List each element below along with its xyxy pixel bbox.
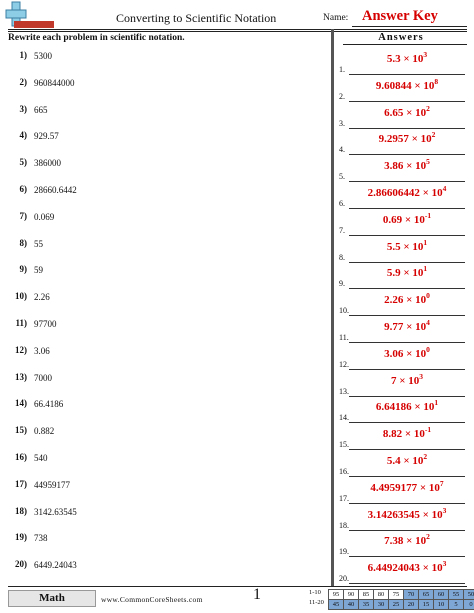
answer-line bbox=[349, 74, 465, 75]
answer-value bbox=[352, 425, 462, 441]
score-cell: 30 bbox=[373, 599, 389, 610]
answer-value bbox=[352, 130, 462, 146]
problem-row bbox=[0, 452, 330, 479]
answer-line bbox=[349, 449, 465, 450]
problem-row bbox=[0, 559, 330, 586]
answer-line bbox=[349, 154, 465, 155]
answer-row bbox=[336, 184, 470, 214]
answer-line bbox=[349, 342, 465, 343]
answer-exponent: 2 bbox=[431, 130, 436, 140]
answer-row bbox=[336, 210, 470, 241]
answer-coefficient: 9.2957 × 10 bbox=[378, 133, 432, 146]
score-cell: 95 bbox=[328, 589, 344, 600]
score-cell: 40 bbox=[343, 599, 359, 610]
problem-value: 6449.24043 bbox=[34, 560, 77, 571]
problem-number: 3) bbox=[19, 103, 27, 114]
answer-number: 13. bbox=[339, 386, 349, 396]
answer-row bbox=[336, 532, 470, 562]
score-cell: 65 bbox=[418, 589, 434, 600]
problem-value: 2.26 bbox=[34, 292, 50, 303]
answer-line bbox=[349, 181, 465, 182]
problem-number: 5) bbox=[19, 157, 27, 168]
problem-number: 20) bbox=[15, 559, 27, 570]
instructions: Rewrite each problem in scientific notation. bbox=[8, 33, 185, 43]
answer-value bbox=[352, 559, 462, 575]
problem-row bbox=[0, 398, 330, 425]
answer-value bbox=[352, 210, 462, 226]
problem-row bbox=[0, 130, 330, 157]
problem-row bbox=[0, 50, 330, 77]
problem-number: 11) bbox=[15, 318, 27, 328]
answer-number: 5. bbox=[339, 172, 345, 182]
answer-value bbox=[352, 318, 462, 333]
answer-exponent: 0 bbox=[426, 344, 430, 354]
problem-value: 44959177 bbox=[34, 479, 70, 490]
page-number: 1 bbox=[253, 586, 261, 603]
answer-number: 18. bbox=[339, 520, 349, 530]
answer-row bbox=[336, 398, 470, 428]
answer-number: 10. bbox=[339, 306, 349, 316]
answer-line bbox=[349, 530, 465, 531]
score-cell: 10 bbox=[433, 599, 449, 610]
problem-number: 15) bbox=[15, 425, 27, 436]
answer-value bbox=[352, 76, 462, 92]
answer-row bbox=[336, 371, 470, 402]
answer-row bbox=[336, 50, 470, 80]
answer-exponent: 3 bbox=[419, 371, 424, 381]
answer-line bbox=[349, 556, 465, 557]
answer-exponent: 7 bbox=[439, 478, 444, 488]
answer-number: 2. bbox=[339, 91, 345, 101]
answer-line bbox=[349, 503, 465, 504]
answer-value bbox=[352, 452, 462, 467]
answer-line bbox=[349, 288, 465, 289]
problem-row bbox=[0, 238, 330, 265]
answer-exponent: 1 bbox=[423, 237, 428, 247]
problem-number: 12) bbox=[15, 344, 27, 355]
answer-value bbox=[352, 184, 462, 199]
answer-exponent: 4 bbox=[426, 318, 430, 327]
answer-coefficient: 7.38 × 10 bbox=[384, 535, 427, 548]
commoncoresheets-logo bbox=[4, 1, 56, 29]
answer-row bbox=[336, 237, 470, 268]
problem-number: 16) bbox=[15, 452, 27, 462]
answer-exponent: 3 bbox=[442, 559, 447, 569]
answer-exponent: 2 bbox=[423, 452, 428, 461]
problem-number: 4) bbox=[19, 130, 27, 141]
answer-value bbox=[352, 103, 462, 119]
answer-exponent: 1 bbox=[434, 398, 439, 408]
problem-value: 738 bbox=[34, 533, 48, 544]
answer-number: 20. bbox=[339, 574, 349, 584]
answer-number: 17. bbox=[339, 493, 349, 503]
answer-exponent: 2 bbox=[426, 532, 430, 542]
website-link: www.CommonCoreSheets.com bbox=[101, 595, 203, 604]
score-cell: 35 bbox=[358, 599, 374, 610]
problem-row bbox=[0, 318, 330, 345]
answer-exponent: 0 bbox=[426, 291, 430, 301]
problem-value: 665 bbox=[34, 104, 48, 115]
answer-exponent: -1 bbox=[424, 210, 432, 220]
problem-value: 55 bbox=[34, 238, 43, 249]
answer-exponent: 4 bbox=[442, 184, 447, 193]
problem-number: 6) bbox=[19, 184, 27, 194]
problem-row bbox=[0, 104, 330, 131]
answer-row bbox=[336, 264, 470, 294]
answer-exponent: 3 bbox=[423, 50, 428, 59]
answer-line bbox=[349, 583, 465, 584]
problem-row bbox=[0, 184, 330, 211]
problem-number: 14) bbox=[15, 398, 27, 409]
answer-row bbox=[336, 76, 470, 107]
answer-value bbox=[352, 264, 462, 280]
answer-exponent: 5 bbox=[426, 157, 430, 167]
problem-row bbox=[0, 425, 330, 452]
answer-value bbox=[352, 50, 462, 65]
answer-number: 19. bbox=[339, 547, 349, 557]
answer-value bbox=[352, 344, 462, 360]
answer-exponent: 1 bbox=[423, 264, 428, 274]
problem-row bbox=[0, 157, 330, 184]
answer-row bbox=[336, 130, 470, 160]
answer-number: 4. bbox=[339, 145, 345, 155]
problem-row bbox=[0, 211, 330, 238]
score-row-label: 11-20 bbox=[309, 599, 324, 606]
problem-value: 960844000 bbox=[34, 77, 75, 88]
problem-number: 10) bbox=[15, 291, 27, 302]
answers-heading: Answers bbox=[378, 32, 424, 43]
answer-number: 9. bbox=[339, 279, 345, 289]
answer-row bbox=[336, 291, 470, 321]
answer-coefficient: 8.82 × 10 bbox=[382, 428, 425, 441]
answer-line bbox=[349, 476, 465, 477]
answer-coefficient: 6.64186 × 10 bbox=[375, 401, 435, 414]
answer-number: 16. bbox=[339, 467, 349, 476]
problem-row bbox=[0, 372, 330, 399]
problem-value: 0.882 bbox=[34, 426, 55, 437]
answer-coefficient: 4.4959177 × 10 bbox=[370, 481, 440, 494]
answer-line bbox=[349, 101, 465, 102]
answer-coefficient: 5.4 × 10 bbox=[386, 455, 424, 467]
column-divider bbox=[331, 29, 334, 586]
answer-coefficient: 6.44924043 × 10 bbox=[367, 562, 443, 575]
answer-coefficient: 0.69 × 10 bbox=[382, 213, 425, 226]
problem-row bbox=[0, 506, 330, 533]
problem-value: 59 bbox=[34, 265, 43, 276]
score-cell: 0 bbox=[463, 599, 474, 610]
answer-number: 3. bbox=[339, 118, 345, 128]
problem-row bbox=[0, 77, 330, 104]
answer-coefficient: 2.26 × 10 bbox=[384, 294, 427, 307]
problem-value: 7000 bbox=[34, 372, 52, 383]
answer-row bbox=[336, 157, 470, 187]
answer-value bbox=[352, 478, 462, 494]
problem-value: 929.57 bbox=[34, 131, 59, 142]
answer-number: 14. bbox=[339, 413, 349, 423]
score-row-label: 1-10 bbox=[309, 589, 321, 596]
score-cell: 25 bbox=[388, 599, 404, 610]
score-cell: 5 bbox=[448, 599, 464, 610]
problem-number: 7) bbox=[19, 210, 27, 221]
answer-coefficient: 5.9 × 10 bbox=[386, 267, 424, 280]
answer-number: 6. bbox=[339, 199, 345, 208]
score-cell: 80 bbox=[373, 589, 389, 600]
score-cell: 90 bbox=[343, 589, 359, 600]
answer-row bbox=[336, 478, 470, 509]
answer-number: 15. bbox=[339, 440, 349, 450]
answer-number: 11. bbox=[339, 333, 349, 342]
problem-row bbox=[0, 291, 330, 318]
answer-coefficient: 3.86 × 10 bbox=[384, 160, 427, 173]
answer-value bbox=[352, 505, 462, 521]
answer-key-label: Answer Key bbox=[362, 8, 438, 24]
answer-row bbox=[336, 318, 470, 348]
name-label: Name: bbox=[323, 13, 349, 23]
answer-coefficient: 3.06 × 10 bbox=[384, 347, 427, 360]
answer-exponent: 8 bbox=[434, 76, 439, 86]
problem-row bbox=[0, 532, 330, 559]
problem-row bbox=[0, 264, 330, 291]
answer-row bbox=[336, 505, 470, 536]
answer-line bbox=[349, 128, 465, 129]
score-cell: 55 bbox=[448, 589, 464, 600]
answer-exponent: -1 bbox=[424, 425, 432, 435]
score-cell: 45 bbox=[328, 599, 344, 610]
answer-value bbox=[352, 291, 462, 307]
problem-row bbox=[0, 479, 330, 506]
score-cell: 20 bbox=[403, 599, 419, 610]
answer-row bbox=[336, 103, 470, 134]
problem-value: 66.4186 bbox=[34, 399, 64, 410]
score-cell: 75 bbox=[388, 589, 404, 600]
answer-coefficient: 9.60844 × 10 bbox=[375, 79, 435, 92]
problem-number: 2) bbox=[19, 76, 27, 87]
answer-line bbox=[349, 235, 465, 236]
problem-value: 3142.63545 bbox=[34, 506, 77, 517]
answer-value bbox=[352, 371, 462, 387]
problem-number: 9) bbox=[19, 264, 27, 275]
problem-number: 19) bbox=[15, 532, 27, 543]
footer-divider bbox=[8, 586, 467, 587]
answer-line bbox=[349, 315, 465, 316]
problem-number: 8) bbox=[19, 237, 27, 248]
score-cell: 85 bbox=[358, 589, 374, 600]
score-cell: 60 bbox=[433, 589, 449, 600]
answer-coefficient: 9.77 × 10 bbox=[384, 321, 427, 333]
problem-value: 3.06 bbox=[34, 345, 50, 356]
answer-line bbox=[349, 422, 465, 423]
answer-coefficient: 5.3 × 10 bbox=[386, 53, 424, 65]
problem-value: 28660.6442 bbox=[34, 185, 77, 195]
answer-line bbox=[349, 208, 465, 209]
answers-heading-underline bbox=[343, 44, 467, 45]
answer-coefficient: 7 × 10 bbox=[390, 374, 420, 387]
answer-coefficient: 6.65 × 10 bbox=[384, 106, 427, 119]
answer-exponent: 3 bbox=[442, 505, 447, 515]
problem-number: 1) bbox=[19, 50, 27, 60]
answer-value bbox=[352, 532, 462, 548]
answer-line bbox=[349, 369, 465, 370]
answer-exponent: 2 bbox=[426, 103, 430, 113]
answer-line bbox=[349, 262, 465, 263]
answer-number: 1. bbox=[339, 65, 345, 74]
answer-value bbox=[352, 237, 462, 253]
answer-coefficient: 5.5 × 10 bbox=[386, 240, 424, 253]
problem-number: 13) bbox=[15, 371, 27, 382]
score-cell: 15 bbox=[418, 599, 434, 610]
name-line bbox=[352, 26, 467, 27]
answer-row bbox=[336, 425, 470, 455]
answer-number: 12. bbox=[339, 359, 349, 369]
answer-number: 7. bbox=[339, 225, 345, 235]
worksheet-title: Converting to Scientific Notation bbox=[116, 11, 277, 25]
score-cell: 50 bbox=[463, 589, 474, 600]
answer-coefficient: 3.14263545 × 10 bbox=[367, 508, 443, 521]
problem-value: 386000 bbox=[34, 158, 61, 169]
problem-number: 18) bbox=[15, 505, 27, 516]
subject-badge: Math bbox=[8, 590, 96, 607]
answer-line bbox=[349, 396, 465, 397]
problem-value: 5300 bbox=[34, 51, 52, 61]
answer-value bbox=[352, 157, 462, 173]
answer-row bbox=[336, 452, 470, 482]
problem-value: 540 bbox=[34, 453, 48, 463]
problem-number: 17) bbox=[15, 478, 27, 489]
problem-value: 0.069 bbox=[34, 211, 55, 222]
answer-number: 8. bbox=[339, 252, 345, 262]
answer-value bbox=[352, 398, 462, 414]
problem-value: 97700 bbox=[34, 319, 57, 329]
answer-coefficient: 2.86606442 × 10 bbox=[367, 187, 443, 199]
score-cell: 70 bbox=[403, 589, 419, 600]
score-row bbox=[329, 599, 474, 610]
answer-row bbox=[336, 344, 470, 375]
problem-row bbox=[0, 345, 330, 372]
